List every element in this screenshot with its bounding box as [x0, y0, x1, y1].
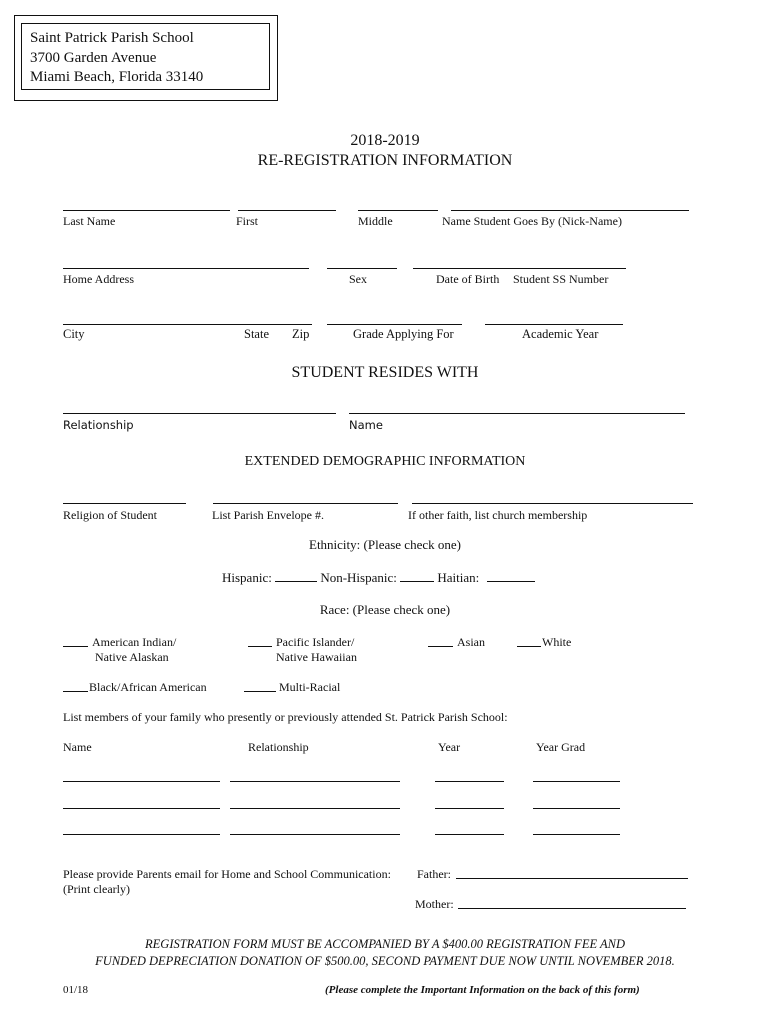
fee-notice-line-1: REGISTRATION FORM MUST BE ACCOMPANIED BY A $400.00 REGISTRATION FEE AND [145, 937, 625, 951]
family-row-1-year-grad[interactable] [533, 781, 620, 782]
nickname-label: Name Student Goes By (Nick-Name) [442, 214, 622, 228]
family-row-2-name[interactable] [63, 808, 220, 809]
ethnicity-prompt: Ethnicity: (Please check one) [309, 537, 461, 552]
resides-heading: STUDENT RESIDES WITH [291, 364, 479, 381]
white-label: White [542, 635, 572, 649]
sex-label: Sex [349, 272, 367, 286]
mother-email-line[interactable] [458, 908, 686, 909]
home-address-label: Home Address [63, 272, 134, 286]
non-hispanic-label: Non-Hispanic: [317, 570, 401, 585]
dob-ssn-line[interactable] [413, 268, 626, 269]
demographic-heading: EXTENDED DEMOGRAPHIC INFORMATION [244, 454, 526, 469]
school-address [30, 29, 203, 88]
family-col-name: Name [63, 740, 92, 754]
resides-name-label: Name [349, 418, 383, 432]
american-indian-label: American Indian/ [92, 635, 177, 649]
school-street: 3700 Garden Avenue [30, 49, 157, 66]
non-hispanic-blank[interactable] [400, 571, 434, 582]
black-blank[interactable] [63, 691, 88, 692]
race-prompt: Race: (Please check one) [319, 602, 451, 617]
family-row-3-relationship[interactable] [230, 834, 400, 835]
asian-blank[interactable] [428, 646, 453, 647]
family-row-3-year[interactable] [435, 834, 504, 835]
asian-label: Asian [457, 635, 485, 649]
other-faith-line[interactable] [412, 503, 693, 504]
city-state-zip-line[interactable] [63, 324, 312, 325]
relationship-label: Relationship [63, 418, 134, 432]
mother-label: Mother: [415, 897, 454, 911]
fee-notice-line-2: FUNDED DEPRECIATION DONATION OF $500.00, SECOND PAYMENT DUE NOW UNTIL NOVEMBER 2018. [95, 954, 675, 968]
family-row-2-year-grad[interactable] [533, 808, 620, 809]
grade-line[interactable] [327, 324, 462, 325]
envelope-label: List Parish Envelope #. [212, 508, 324, 522]
family-row-3-name[interactable] [63, 834, 220, 835]
academic-year-line[interactable] [485, 324, 623, 325]
academic-year-label: Academic Year [522, 327, 599, 341]
native-alaskan-label: Native Alaskan [95, 650, 169, 664]
multi-racial-blank[interactable] [244, 691, 276, 692]
haitian-label: Haitian: [434, 570, 483, 585]
middle-name-label: Middle [358, 214, 393, 228]
form-title: RE-REGISTRATION INFORMATION [257, 152, 513, 169]
last-name-line[interactable] [63, 210, 230, 211]
family-col-year-grad: Year Grad [536, 740, 586, 754]
pacific-islander-blank[interactable] [248, 646, 272, 647]
form-year: 2018-2019 [350, 132, 420, 149]
first-name-label: First [236, 214, 259, 228]
form-code: 01/18 [63, 984, 89, 996]
home-address-line[interactable] [63, 268, 309, 269]
zip-label: Zip [292, 327, 310, 341]
family-prompt: List members of your family who presently or previously attended St. Patrick Parish School: [63, 710, 508, 724]
envelope-line[interactable] [213, 503, 398, 504]
email-prompt: Please provide Parents email for Home and School Communication: [63, 867, 391, 881]
american-indian-blank[interactable] [63, 646, 88, 647]
resides-name-line[interactable] [349, 413, 685, 414]
hispanic-blank[interactable] [275, 571, 317, 582]
family-row-1-relationship[interactable] [230, 781, 400, 782]
sex-line[interactable] [327, 268, 397, 269]
ssn-label: Student SS Number [513, 272, 609, 286]
father-label: Father: [417, 867, 451, 881]
hispanic-label: Hispanic: [222, 570, 276, 585]
back-of-form-note: (Please complete the Important Information on the back of this form) [325, 984, 640, 996]
family-row-2-year[interactable] [435, 808, 504, 809]
state-label: State [244, 327, 269, 341]
last-name-label: Last Name [63, 214, 116, 228]
black-label: Black/African American [89, 680, 207, 694]
religion-label: Religion of Student [63, 508, 157, 522]
nickname-line[interactable] [451, 210, 689, 211]
school-name: Saint Patrick Parish School [30, 30, 194, 46]
school-city-line: Miami Beach, Florida 33140 [30, 69, 204, 85]
email-print-note: (Print clearly) [63, 882, 130, 896]
family-col-relationship: Relationship [248, 740, 309, 754]
grade-label: Grade Applying For [353, 327, 454, 341]
family-col-year: Year [438, 740, 461, 754]
ethnicity-options [222, 570, 535, 586]
middle-name-line[interactable] [358, 210, 438, 211]
other-faith-label: If other faith, list church membership [408, 508, 588, 522]
relationship-line[interactable] [63, 413, 336, 414]
family-row-1-name[interactable] [63, 781, 220, 782]
dob-label: Date of Birth [436, 272, 500, 286]
father-email-line[interactable] [456, 878, 688, 879]
family-row-3-year-grad[interactable] [533, 834, 620, 835]
haitian-blank[interactable] [487, 571, 535, 582]
pacific-islander-label: Pacific Islander/ [276, 635, 355, 649]
family-row-2-relationship[interactable] [230, 808, 400, 809]
native-hawaiian-label: Native Hawaiian [276, 650, 357, 664]
first-name-line[interactable] [238, 210, 336, 211]
family-row-1-year[interactable] [435, 781, 504, 782]
religion-line[interactable] [63, 503, 186, 504]
white-blank[interactable] [517, 646, 541, 647]
multi-racial-label: Multi-Racial [279, 680, 341, 694]
city-label: City [63, 327, 85, 341]
